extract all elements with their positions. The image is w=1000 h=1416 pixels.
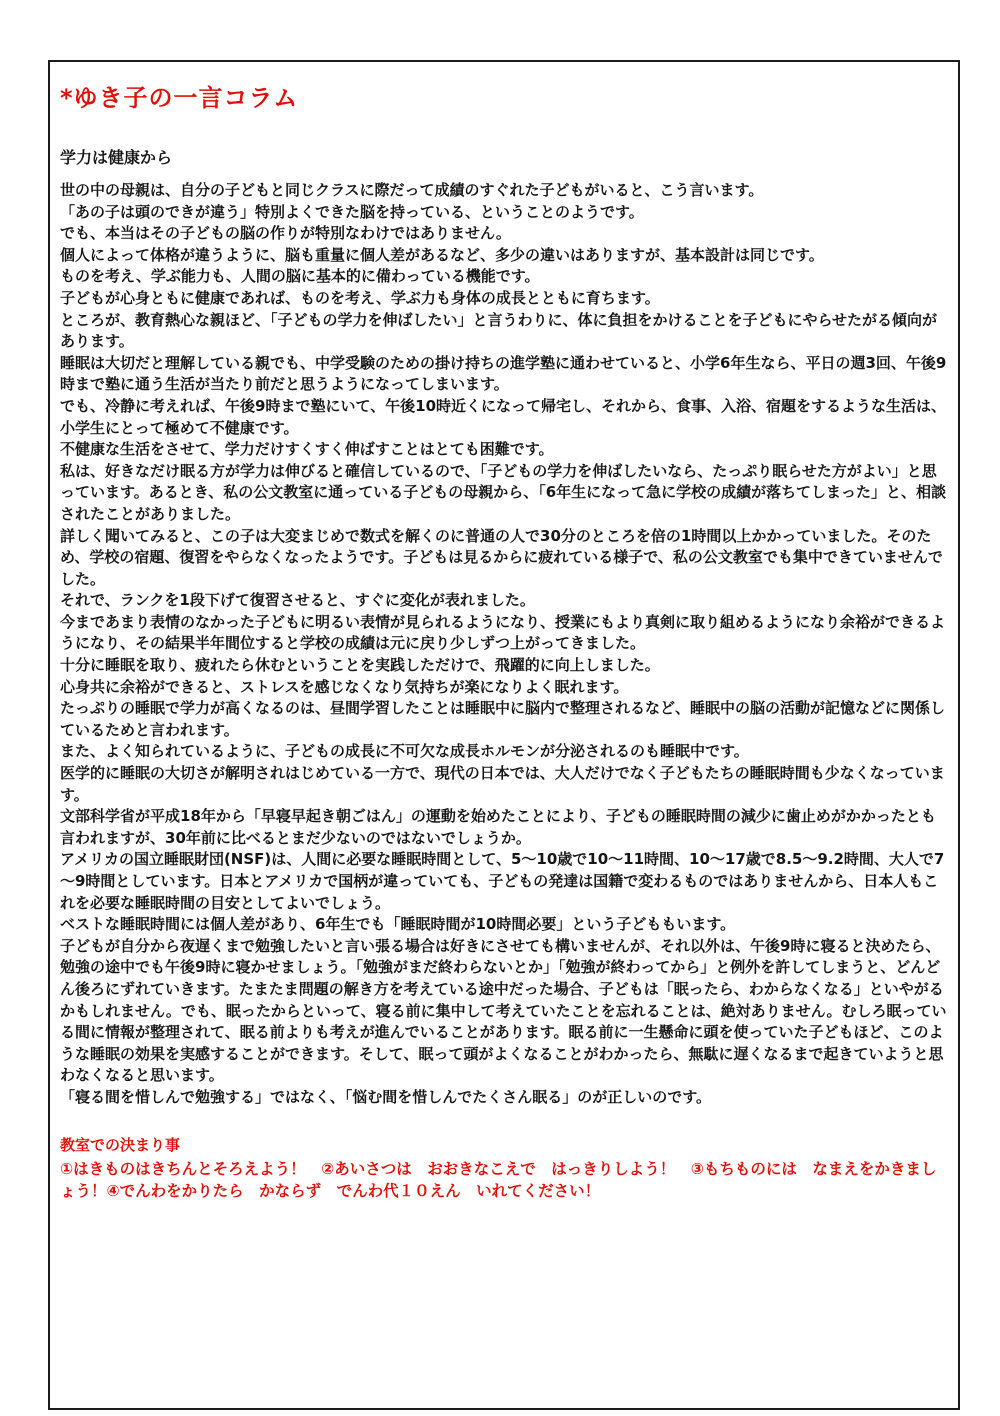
body-paragraph: 子どもが自分から夜遅くまで勉強したいと言い張る場合は好きにさせても構いませんが、それ以外は、午後9時に寝ると決めたら、勉強の途中でも午後9時に寝かせましょう。「勉強がまだ終わらないとか」「勉強が終わってから」と例外を許してしまうと、どんどん後ろにずれていきます。たまたま問題の解き方を考えている途中だった場合、子どもは「眠ったら、わからなくなる」といやがるかもしれません。でも、眠ったからといって、寝る前に集中して考えていたことを忘れることは、絶対ありません。むしろ眠っている間に情報が整理されて、眠る前よりも考えが進んでいることがあります。眠る前に一生懸命に頭を使っていた子どもほど、このような睡眠の効果を実感することができます。そして、眠って頭がよくなることがわかったら、無駄に遅くなるまで起きていようと思わなくなると思います。 <box>60 936 947 1085</box>
body-paragraph: 今まであまり表情のなかった子どもに明るい表情が見られるようになり、授業にもより真剣に取り組めるようになり余裕ができるようになり、その結果半年間位すると学校の成績は元に戻り少しずつ上がってきました。 <box>60 612 946 653</box>
column-subtitle: 学力は健康から <box>60 148 173 167</box>
body-paragraph: 子どもが心身ともに健康であれば、ものを考え、学ぶ力も身体の成長とともに育ちます。 <box>60 288 660 307</box>
body-paragraph: 「あの子は頭のできが違う」特別よくできた脳を持っている、ということのようです。 <box>60 202 644 221</box>
body-paragraph: 私は、好きなだけ眠る方が学力は伸びると確信しているので、「子どもの学力を伸ばしたいなら、たっぷり眠らせた方がよい」と思っています。あるとき、私の公文教室に通っている子どもの母親から、「6年生になって急に学校の成績が落ちてしまった」と、相談されたことがありました。 <box>60 461 946 523</box>
body-paragraph: ベストな睡眠時間には個人差があり、6年生でも「睡眠時間が10時間必要」という子どももいます。 <box>60 915 736 934</box>
body-paragraph: ものを考え、学ぶ能力も、人間の脳に基本的に備わっている機能です。 <box>60 267 540 286</box>
body-paragraph: 「寝る間を惜しんで勉強する」ではなく、「悩む間を惜しんでたくさん眠る」のが正しいのです。 <box>60 1087 712 1106</box>
body-paragraph: でも、冷静に考えれば、午後9時まで塾にいて、午後10時近くになって帰宅し、それから、食事、入浴、宿題をするような生活は、小学生にとって極めて不健康です。 <box>60 396 947 437</box>
rules-heading: 教室での決まり事 <box>60 1135 181 1154</box>
body-paragraph: 個人によって体格が違うように、脳も重量に個人差があるなど、多少の違いはありますが、基本設計は同じです。 <box>60 245 824 264</box>
body-paragraph: 十分に睡眠を取り、疲れたら休むということを実践しただけで、飛躍的に向上しました。 <box>60 656 660 675</box>
column-body <box>60 180 950 1109</box>
column-title: *ゆき子の一言コラム <box>60 84 299 112</box>
body-paragraph: 詳しく聞いてみると、この子は大変まじめで数式を解くのに普通の人で30分のところを倍の1時間以上かかっていました。そのため、学校の宿題、復習をやらなくなったようです。子どもは見るからに疲れている様子で、私の公文教室でも集中できていませんでした。 <box>60 526 943 588</box>
body-paragraph: アメリカの国立睡眠財団(NSF)は、人間に必要な睡眠時間として、5～10歳で10～11時間、10～17歳で8.5～9.2時間、大人で7～9時間としています。日本とアメリカで国柄が違っていても、子どもの発達は国籍で変わるものではありませんから、日本人もこれを必要な睡眠時間の目安としてよいでしょう。 <box>60 850 945 912</box>
classroom-rules-section <box>60 1135 950 1203</box>
body-paragraph: また、よく知られているように、子どもの成長に不可欠な成長ホルモンが分泌されるのも睡眠中です。 <box>60 742 749 761</box>
body-paragraph: 睡眠は大切だと理解している親でも、中学受験のための掛け持ちの進学塾に通わせていると、小学6年生なら、平日の週3回、午後9時まで塾に通う生活が当たり前だと思うようになってしまいます。 <box>60 353 947 394</box>
body-paragraph: でも、本当はその子どもの脳の作りが特別なわけではありません。 <box>60 224 511 243</box>
body-paragraph: ところが、教育熱心な親ほど、「子どもの学力を伸ばしたい」と言うわりに、体に負担をかけることを子どもにやらせたがる傾向があります。 <box>60 310 938 351</box>
body-paragraph: 医学的に睡眠の大切さが解明されはじめている一方で、現代の日本では、大人だけでなく子どもたちの睡眠時間も少なくなっています。 <box>60 764 945 804</box>
column-border-box <box>48 60 960 1410</box>
body-paragraph: それで、ランクを1段下げて復習させると、すぐに変化が表れました。 <box>60 591 535 610</box>
body-paragraph: 不健康な生活をさせて、学力だけすくすく伸ばすことはとても困難です。 <box>60 440 554 459</box>
body-paragraph: 世の中の母親は、自分の子どもと同じクラスに際だって成績のすぐれた子どもがいると、こう言います。 <box>60 181 764 199</box>
body-paragraph: たっぷりの睡眠で学力が高くなるのは、昼間学習したことは睡眠中に脳内で整理されるなど、睡眠中の脳の活動が記憶などに関係しているためと言われます。 <box>60 699 946 739</box>
body-paragraph: 文部科学省が平成18年から「早寝早起き朝ごはん」の運動を始めたことにより、子どもの睡眠時間の減少に歯止めがかかったとも言われますが、30年前に比べるとまだ少ないのではないでしょうか。 <box>60 807 936 847</box>
body-paragraph: 心身共に余裕ができると、ストレスを感じなくなり気持ちが楽になりよく眠れます。 <box>60 677 629 696</box>
rules-text: ①はきものはきちんとそろえよう！ ②あいさつは おおきなこえで はっきりしよう！ ③もちものには なまえをかきましょう！④でんわをかりたら かならず でんわ代１０えん いれてください！ <box>60 1160 937 1201</box>
